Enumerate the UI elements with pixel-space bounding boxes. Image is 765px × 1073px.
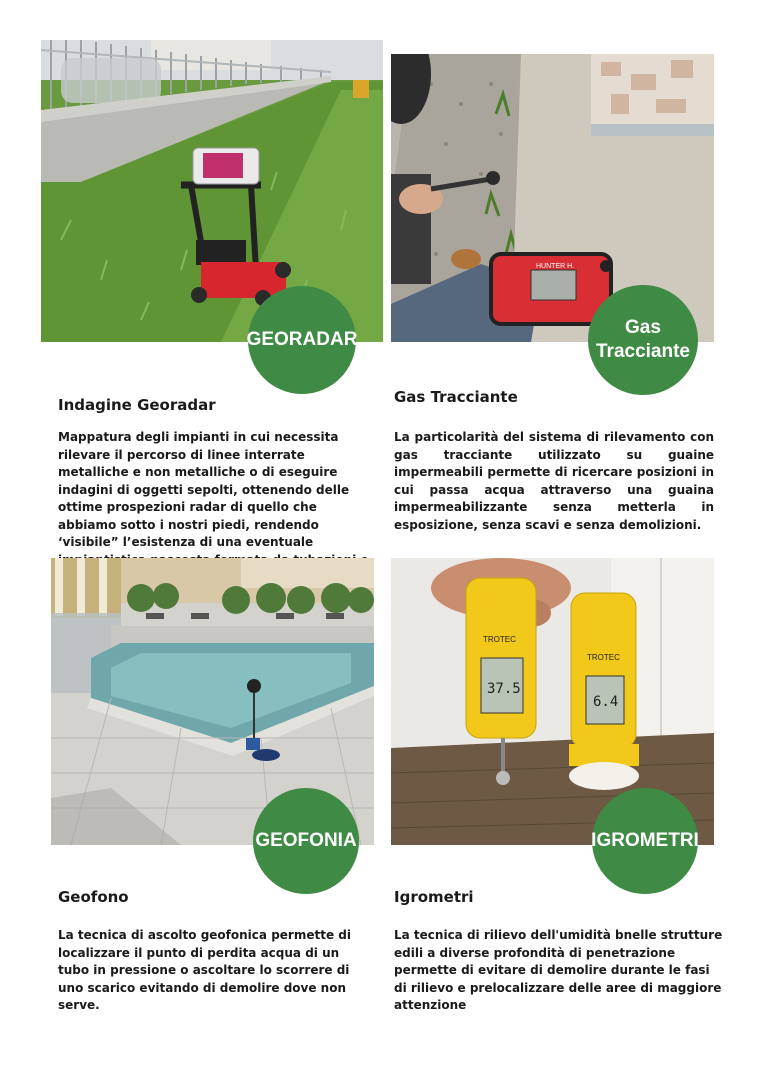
- georadar-badge-label: GEORADAR: [246, 329, 358, 350]
- meter-1-brand: TROTEC: [483, 635, 516, 644]
- geofonia-badge: [253, 788, 359, 894]
- georadar-badge: [248, 286, 356, 394]
- georadar-heading: Indagine Georadar: [58, 396, 216, 414]
- hunter-device-label: HUNTER H.: [536, 263, 575, 270]
- gas-tracciante-badge: [588, 285, 698, 395]
- geofono-heading: Geofono: [58, 888, 129, 906]
- igrometri-description: La tecnica di rilievo dell'umidità bnelle strutture edili a diverse profondità di penetrazione permette di evitare di demolire durante le fasi di rilievo e prelocalizzare delle aree di maggiore attenzione: [394, 928, 723, 1012]
- gas-tracciante-heading: Gas Tracciante: [394, 388, 518, 406]
- geofonia-badge-label: GEOFONIA: [255, 830, 357, 851]
- igrometri-heading: Igrometri: [394, 888, 474, 906]
- gas-tracciante-description: La particolarità del sistema di rilevamento con gas tracciante utilizzato su guaine impermeabili permette di ricercare posizioni in cui passa acqua attraverso una guaina impermeabilizzante senza metterla in esposizione, senza scavi e senza demolizioni.: [394, 430, 714, 532]
- igrometri-badge: [592, 788, 698, 894]
- meter-2-reading: 6.4: [593, 694, 619, 710]
- geofono-description: La tecnica di ascolto geofonica permette di localizzare il punto di perdita acqua di un tubo in pressione o ascoltare lo scorrere di uno scarico evitando di demolire dove non serve.: [58, 928, 351, 1012]
- meter-2-brand: TROTEC: [587, 653, 620, 662]
- igrometri-badge-label: IGROMETRI: [591, 830, 699, 851]
- meter-1-reading: 37.5: [487, 681, 521, 697]
- gas-tracciante-badge-label: Gas Tracciante: [596, 317, 690, 362]
- georadar-description: Mappatura degli impianti in cui necessita rilevare il percorso di linee interrate metalliche e non metalliche o di eseguire indagini di oggetti sepolti, ottenendo delle ottime prospezioni radar di quello che abbiamo sotto i nostri piedi, rendendo ‘visibile” l’esistenza di una eventuale: [58, 430, 350, 549]
